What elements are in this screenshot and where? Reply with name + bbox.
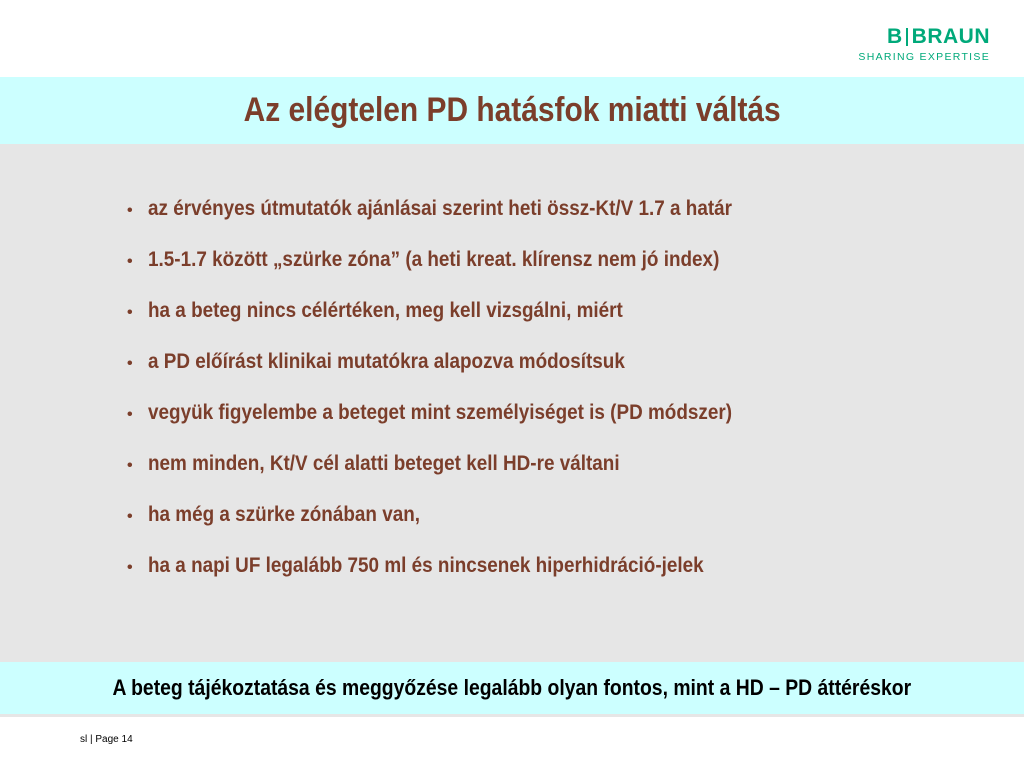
bullet-text: a PD előírást klinikai mutatókra alapozva módosítsuk — [148, 350, 625, 373]
bullet-item — [127, 503, 797, 554]
bullet-dot: • — [127, 304, 133, 321]
bullet-text: ha a beteg nincs célértéken, meg kell vizsgálni, miért — [148, 299, 623, 322]
bullet-item — [127, 197, 797, 248]
bullet-text: ha még a szürke zónában van, — [148, 503, 421, 526]
bullet-text: 1.5-1.7 között „szürke zóna” (a heti kreat. klírensz nem jó index) — [148, 248, 720, 271]
bottom-message: A beteg tájékoztatása és meggyőzése legalább olyan fontos, mint a HD – PD áttéréskor — [112, 675, 912, 700]
bullet-text: ha a napi UF legalább 750 ml és nincsenek hiperhidráció-jelek — [148, 554, 704, 577]
logo-tagline: SHARING EXPERTISE — [858, 51, 990, 63]
bullet-dot: • — [127, 406, 133, 423]
logo-brand-b: B — [887, 25, 903, 48]
bullet-dot: • — [127, 457, 133, 474]
bullet-dot: • — [127, 559, 133, 576]
logo-separator — [906, 28, 908, 46]
bullet-text: nem minden, Kt/V cél alatti beteget kell HD-re váltani — [148, 452, 620, 475]
bullet-list — [127, 197, 797, 605]
bullet-item — [127, 299, 797, 350]
bullet-item — [127, 401, 797, 452]
bullet-dot: • — [127, 202, 133, 219]
bottom-message-band — [0, 662, 1024, 714]
bullet-dot: • — [127, 508, 133, 525]
bullet-dot: • — [127, 355, 133, 372]
footer-divider — [0, 714, 1024, 717]
bullet-item — [127, 452, 797, 503]
logo-wordmark — [858, 26, 990, 48]
slide-title: Az elégtelen PD hatásfok miatti váltás — [243, 91, 781, 129]
bullet-text: vegyük figyelembe a beteget mint személyiséget is (PD módszer) — [148, 401, 733, 424]
bullet-text: az érvényes útmutatók ajánlásai szerint heti össz-Kt/V 1.7 a határ — [148, 197, 733, 220]
page-footer: sl | Page 14 — [80, 734, 133, 745]
bullet-dot: • — [127, 253, 133, 270]
bbraun-logo — [858, 26, 990, 63]
title-band — [0, 77, 1024, 144]
bullet-item — [127, 554, 797, 605]
bullet-item — [127, 248, 797, 299]
bullet-item — [127, 350, 797, 401]
logo-brand-name: BRAUN — [911, 25, 990, 48]
